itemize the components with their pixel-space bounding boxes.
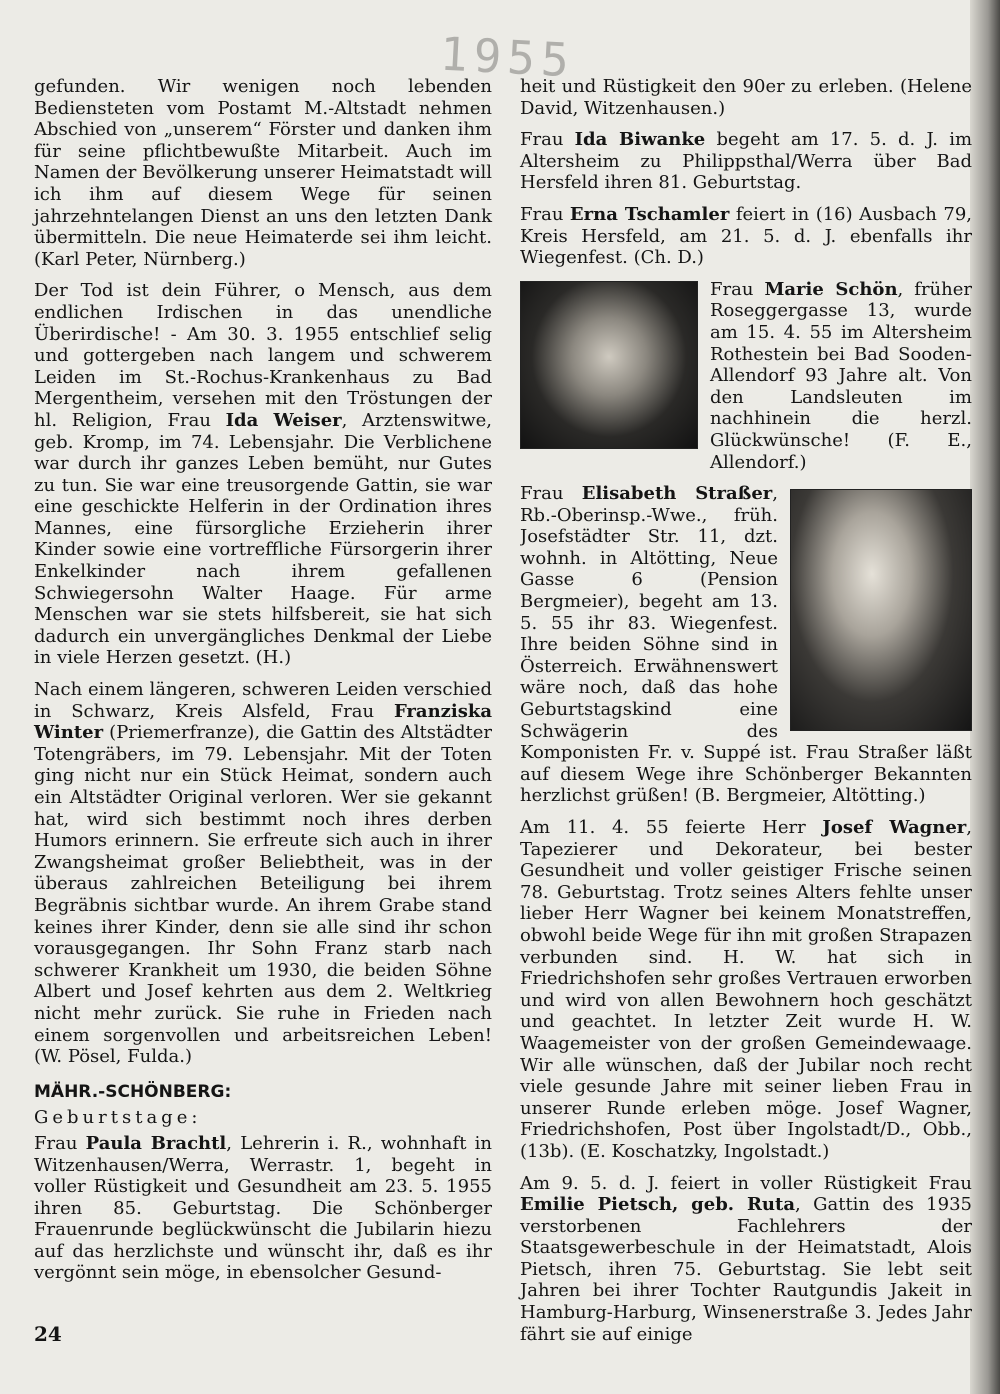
person-name: Marie Schön xyxy=(764,278,898,300)
person-name: Ida Weiser xyxy=(225,409,342,431)
portrait-photo-icon xyxy=(520,281,698,449)
paragraph-birthday-paula-brachtl: Frau Paula Brachtl, Lehrerin i. R., wohnhaft in Witzenhausen/Werra, Werrastr. 1, begeht in voller Rüstigkeit und Gesundheit am 23. 5. 1955 ihren 85. Geburtstag. Die Schönberger Frauenrunde beglückwünscht die Jubilarin hiezu auf das herzlichste und wünscht ihr, daß es ihr vergönnt sein möge, in ebensolcher Gesund- xyxy=(34,1132,492,1284)
page-number: 24 xyxy=(34,1322,62,1346)
entry-elisabeth-strasser xyxy=(520,483,972,817)
person-name: Ida Biwanke xyxy=(574,129,706,151)
section-heading: MÄHR.-SCHÖNBERG: xyxy=(34,1081,232,1102)
paragraph-birthday-ida-biwanke: Frau Ida Biwanke begeht am 17. 5. d. J. im Altersheim zu Philippsthal/Werra über Bad Hersfeld ihren 81. Geburtstag. xyxy=(520,129,973,194)
paragraph-obituary-karl-peter: gefunden. Wir wenigen noch lebenden Bediensteten vom Postamt M.-Altstadt nehmen Abschied von „unserem“ Förster und danken ihm für seine pflichtbewußte Mitarbeit. Auch im Namen der Bevölkerung unserer Heimatstadt will ich ihm auf diesem Wege für seinen jahrzehntelangen Dienst an uns den letzten Dank übermitteln. Die neue Heimaterde sei ihm leicht. (Karl Peter, Nürnberg.) xyxy=(34,76,492,270)
paragraph-birthday-marie-schoen: Frau Marie Schön, früher Roseggergasse 13, wurde am 15. 4. 55 im Altersheim Rothestein bei Bad Sooden-Allendorf 93 Jahre alt. Von den Landsleuten im nachhinein die herzl. Glückwünsche! (F. E., Allendorf.) xyxy=(710,278,972,473)
year-stamp: 1955 xyxy=(438,26,577,88)
paragraph-obituary-ida-weiser: Der Tod ist dein Führer, o Mensch, aus dem endlichen Irdischen in das unendliche Überirdische! - Am 30. 3. 1955 entschlief selig und gottergeben nach langem und schwerem Leiden im St.-Rochus-Krankenhaus zu Bad Mergentheim, versehen mit den Tröstungen der hl. Religion, Frau Ida Weiser, Arztenswitwe, geb. Kromp, im 74. Lebensjahr. Die Verblichene war durch ihr ganzes Leben bemüht, nur Gutes zu tun. Sie war eine treusorgende Gattin, sie war eine geschickte Helferin in der Ordination ihres Mannes, eine fürsorgliche Erzieherin ihrer Kinder sowie eine vortreffliche Fürsorgerin ihrer Enkelkinder nach ihrem gefallenen Schwiegersohn Walter Haage. Für arme Menschen war sie stets hilfsbereit, sie hat sich dadurch ein unvergängliches Denkmal der Liebe in viele Herzen gesetzt. (H.) xyxy=(34,280,492,669)
person-name: Josef Wagner xyxy=(822,817,967,838)
person-name: Franziska Winter xyxy=(34,700,492,744)
paragraph-birthday-erna-tschamler: Frau Erna Tschamler feiert in (16) Ausbach 79, Kreis Hersfeld, am 21. 5. d. J. ebenfalls ihr Wiegenfest. (Ch. D.) xyxy=(520,203,973,269)
person-name: Elisabeth Straßer xyxy=(581,483,773,505)
paragraph-birthday-josef-wagner: Am 11. 4. 55 feierte Herr Josef Wagner, Tapezierer und Dekorateur, bei bester Gesundheit und voller geistiger Frische seinen 78. Geburtstag. Trotz seines Alters fehlte unser lieber Herr Wagner bei keinem Monatstreffen, obwohl beide Wege für ihn mit großen Strapazen verbunden sind. H. W. hat sich in Friedrichshofen sehr großes Vertrauen erworben und wird von allen Bewohnern hoch geschätzt und geachtet. In letzter Zeit wurde H. W. Waagemeister von der großen Gemeindewaage. Wir alle wünschen, daß der Jubilar noch recht viele gesunde Jahre mit seiner lieben Frau in unserer Runde erleben möge. Josef Wagner, Friedrichshofen, Post über Ingolstadt/D., Obb., (13b). (E. Koschatzky, Ingolstadt.) xyxy=(520,817,972,1162)
left-column xyxy=(34,76,492,1294)
person-name: Emilie Pietsch, geb. Ruta xyxy=(520,1194,795,1216)
paragraph-birthday-emilie-pietsch: Am 9. 5. d. J. feiert in voller Rüstigkeit Frau Emilie Pietsch, geb. Ruta, Gattin des 1935 verstorbenen Fachlehrers der Staatsgewerbeschule in der Heimatstadt, Alois Pietsch, ihren 75. Geburtstag. Sie lebt seit Jahren bei ihrer Tochter Rautgundis Jakeit in Hamburg-Harburg, Winsenerstraße 3. Jedes Jahr fährt sie auf einige xyxy=(520,1172,972,1345)
person-name: Paula Brachtl xyxy=(85,1132,227,1154)
right-column xyxy=(520,76,972,1355)
subheading: Geburtstage: xyxy=(34,1107,202,1129)
person-name: Erna Tschamler xyxy=(569,203,730,225)
paragraph-obituary-franziska-winter: Nach einem längeren, schweren Leiden verschied in Schwarz, Kreis Alsfeld, Frau Franziska Winter (Priemerfranze), die Gattin des Altstädter Totengräbers, im 79. Lebensjahr. Mit der Toten ging nicht nur ein Stück Heimat, sondern auch ein Altstädter Original verloren. Wer sie gekannt hat, wird sich bestimmt noch ihres derben Humors erinnern. Sie erfreute sich auch in ihrer Zwangsheimat großer Beliebtheit, was in der überaus zahlreichen Beteiligung bei ihrem Begräbnis sichtbar wurde. An ihrem Grabe stand keines ihrer Kinder, denn sie alle sind ihr schon vorausgegangen. Ihr Sohn Franz starb nach schwerer Krankheit um 1930, die beiden Söhne Albert und Josef kehrten aus dem 2. Weltkrieg nicht mehr zurück. Sie ruhe in Frieden nach einem sorgenvollen und arbeitsreichen Leben! (W. Pösel, Fulda.) xyxy=(34,679,492,1068)
entry-marie-schoen xyxy=(520,279,972,483)
paragraph-birthday-elisabeth-strasser: Frau Elisabeth Straßer, Rb.-Oberinsp.-Wwe., früh. Josefstädter Str. 11, dzt. wohnh. in Altötting, Neue Gasse 6 (Pension Bergmeier), begeht am 13. 5. 55 ihr 83. Wiegenfest. Ihre beiden Söhne sind in Österreich. Erwähnenswert wäre noch, daß das hohe Geburtstagskind eine Schwägerin des Komponisten Fr. v. Suppé ist. Frau Straßer läßt auf diesem Wege ihre Schönberger Bekannten herzlichst grüßen! (B. Bergmeier, Altötting.) xyxy=(520,483,972,807)
portrait-photo-icon xyxy=(790,489,972,731)
book-binding-edge xyxy=(970,0,1000,1394)
paragraph-continued: heit und Rüstigkeit den 90er zu erleben. (Helene David, Witzenhausen.) xyxy=(520,76,972,119)
